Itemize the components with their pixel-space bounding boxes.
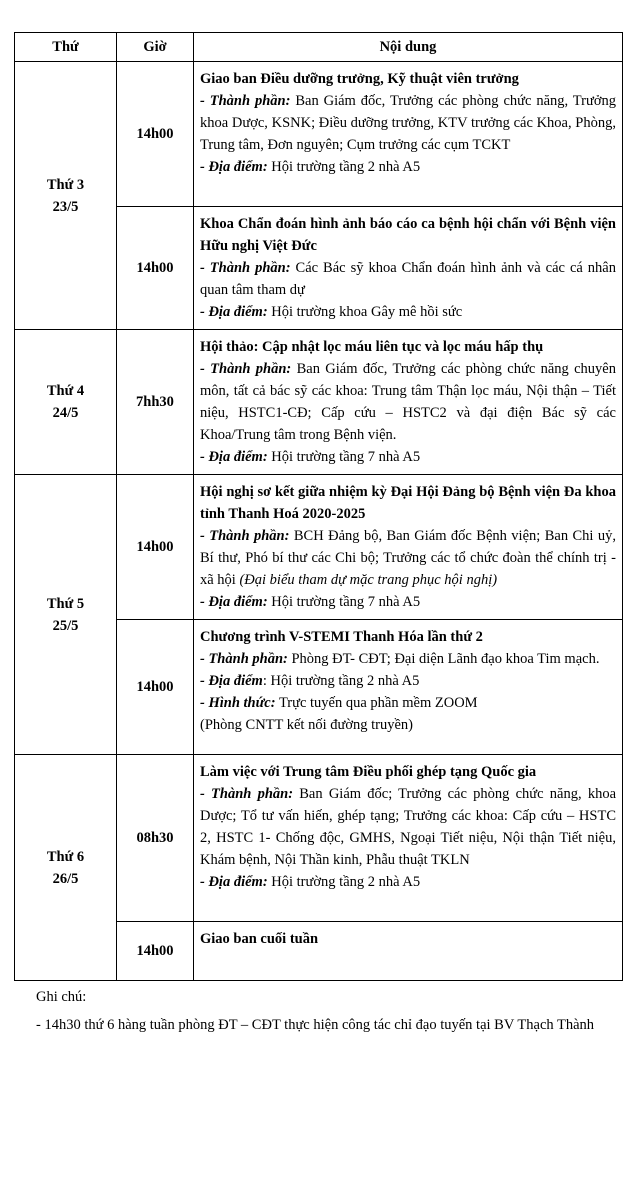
participants-label: - Thành phần: [200,260,291,276]
time-cell: 14h00 [117,475,194,620]
event-cell [194,207,623,330]
location-text: Hội trường tầng 2 nhà A5 [271,159,421,175]
participants-label: - Thành phần: [200,361,292,377]
event-cell [194,922,623,981]
location-text: Hội trường tầng 2 nhà A5 [270,673,420,689]
form-label: - Hình thức: [200,695,276,711]
location-label: - Địa điểm: [200,304,268,320]
participants-text: BCH Đảng bộ, Ban Giám đốc Bệnh viện; Ban Chi uỷ, Bí thư, Phó bí thư các Chi bộ; Trưởng các tổ chức đoàn thể chính trị - xã hội [200,528,617,588]
participants-label: - Thành phần: [200,528,290,544]
schedule-table [14,32,623,981]
location-text: Hội trường tầng 7 nhà A5 [271,594,421,610]
day-name: Thứ 5 [46,595,85,612]
day-name: Thứ 3 [46,176,85,193]
location-label: - Địa điểm [200,673,263,689]
participants-text: Phòng ĐT- CĐT; Đại diện Lãnh đạo khoa Tim mạch. [291,651,600,667]
event-title: Giao ban cuối tuần [200,931,319,947]
participants-note: (Đại biểu tham dự mặc trang phục hội nghị) [239,572,498,588]
event-title: Hội thảo: Cập nhật lọc máu liên tục và lọc máu hấp thụ [200,339,544,355]
day-cell [15,475,117,755]
notes-section [36,986,596,1036]
day-date: 23/5 [52,198,79,215]
table-row [15,330,623,475]
participants-label: - Thành phần: [200,651,288,667]
time-cell: 7hh30 [117,330,194,475]
participants-label: - Thành phần: [200,93,291,109]
event-title: Chương trình V-STEMI Thanh Hóa lần thứ 2 [200,629,483,645]
day-cell [15,62,117,330]
day-name: Thứ 4 [46,383,85,399]
event-title: Hội nghị sơ kết giữa nhiệm kỳ Đại Hội Đảng bộ Bệnh viện Đa khoa tỉnh Thanh Hoá 2020-2025 [200,484,616,522]
event-cell [194,330,623,475]
day-cell [15,755,117,981]
table-row [15,755,623,922]
day-cell [15,330,117,475]
event-cell [194,62,623,207]
location-label: - Địa điểm: [200,594,268,610]
location-text: Hội trường tầng 2 nhà A5 [271,874,421,890]
day-name: Thứ 6 [46,848,85,865]
notes-heading: Ghi chú: [36,989,87,1005]
header-row [15,33,623,62]
participants-text: Ban Giám đốc, Trưởng các phòng chức năng, Trưởng khoa Dược, KSNK; Điều dưỡng trưởng, KTV trưởng các Khoa, Phòng, Trung tâm, Đơn nguyên; Cụm trưởng các cụm TCKT [200,93,617,153]
participants-text: Ban Giám đốc, Trưởng các phòng chức năng chuyên môn, tất cả bác sỹ các khoa: Trung tâm Thận lọc máu, Nội thận – Tiết niệu, HSTC1-CĐ; Cấp cứu – HSTC2 và đại điện Bác sỹ các Khoa/Trung tâm trong Bệnh viện. [200,361,616,443]
day-date: 24/5 [52,405,79,421]
day-date: 26/5 [52,870,79,887]
form-text: Trực tuyến qua phần mềm ZOOM [278,695,478,711]
header-content: Nội dung [194,33,623,62]
participants-text: Ban Giám đốc; Trưởng các phòng chức năng, khoa Dược; Tổ tư vấn hiến, ghép tạng; Trưởng các khoa: Cấp cứu – HSTC 2, HSTC 1- Chống độc, GMHS, Ngoại Tiết niệu, Nội thận Tiết niệu, Khám bệnh, Nội Thần kinh, Phẫu thuật TKLN [200,786,616,868]
time-cell: 08h30 [117,755,194,922]
time-cell: 14h00 [117,207,194,330]
time-cell: 14h00 [117,922,194,981]
day-date: 25/5 [52,617,79,634]
event-cell [194,755,623,922]
event-title: Giao ban Điều dưỡng trưởng, Kỹ thuật viên trưởng [200,71,519,87]
table-row [15,62,623,207]
time-cell: 14h00 [117,62,194,207]
participants-text: Các Bác sỹ khoa Chẩn đoán hình ảnh và các cá nhân quan tâm tham dự [200,260,616,298]
location-label: - Địa điểm: [200,874,268,890]
event-cell [194,475,623,620]
location-text: Hội trường tầng 7 nhà A5 [271,449,421,465]
location-label: - Địa điểm: [200,449,268,465]
extra-note: (Phòng CNTT kết nối đường truyền) [200,717,414,733]
location-text: Hội trường khoa Gây mê hồi sức [271,304,463,320]
event-title: Khoa Chẩn đoán hình ảnh báo cáo ca bệnh hội chẩn với Bệnh viện Hữu nghị Việt Đức [200,216,616,254]
event-title: Làm việc với Trung tâm Điều phối ghép tạng Quốc gia [200,764,537,780]
header-time: Giờ [117,33,194,62]
note-item: - 14h30 thứ 6 hàng tuần phòng ĐT – CĐT thực hiện công tác chỉ đạo tuyến tại BV Thạch Thành [36,1017,595,1033]
location-label: - Địa điểm: [200,159,268,175]
table-row [15,475,623,620]
event-cell: Chương trình V-STEMI Thanh Hóa lần thứ 2 - Thành phần: Phòng ĐT- CĐT; Đại diện Lãnh đạo khoa Tim mạch. - Địa điểm: Hội trường tầng 2 nhà A5 - Hình thức: Trực tuyến qua phần mềm ZOOM (Phòng CNTT kết nối đường truyền) [194,620,623,755]
header-day: Thứ [15,33,117,62]
participants-label: - Thành phần: [200,786,294,802]
time-cell: 14h00 [117,620,194,755]
